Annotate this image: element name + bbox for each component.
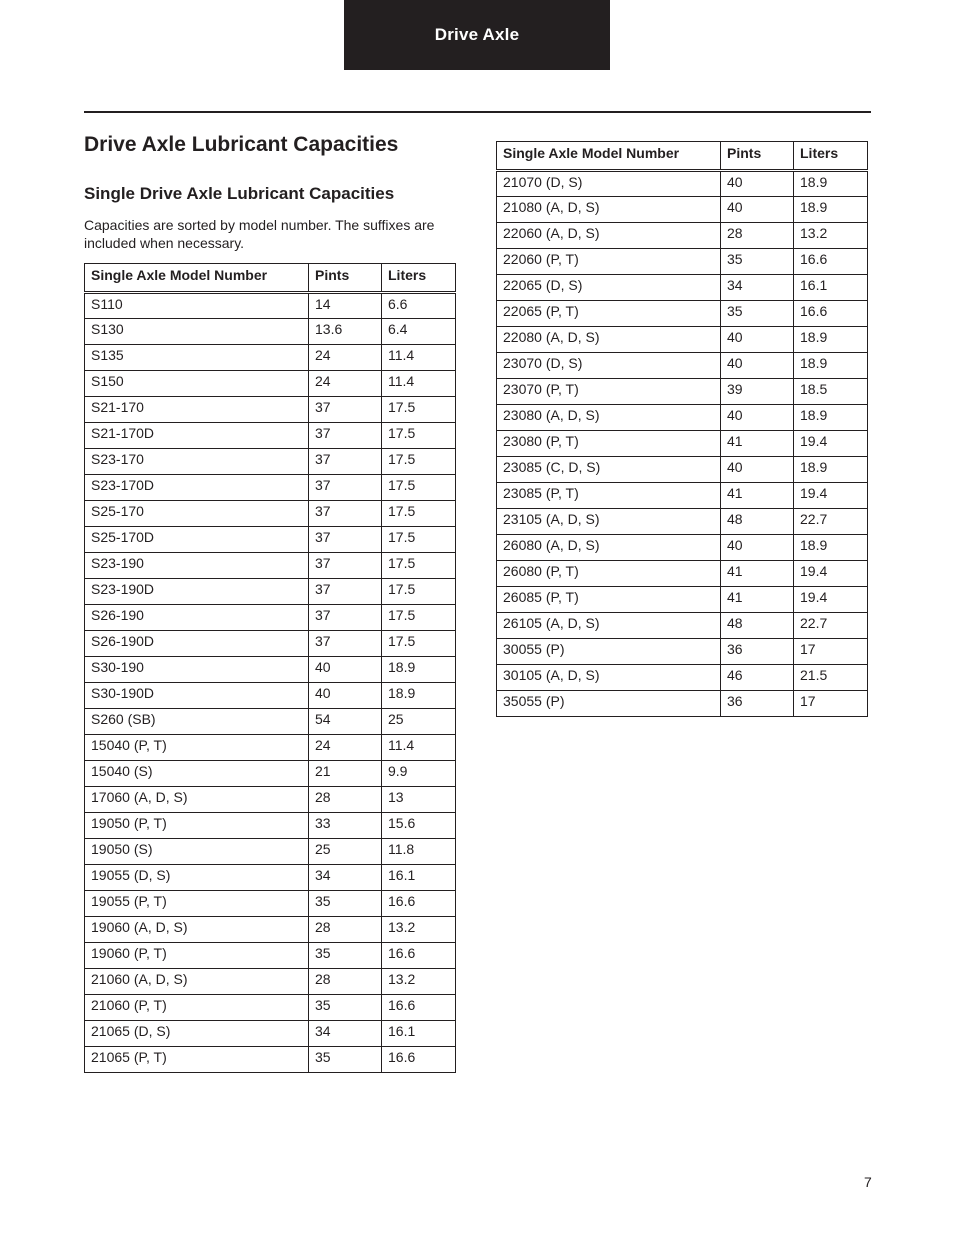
cell-liters: 25 [382,709,456,735]
cell-pints: 41 [721,561,794,587]
table-row [85,475,456,501]
table-row [85,423,456,449]
cell-pints: 48 [721,613,794,639]
cell-pints: 46 [721,665,794,691]
cell-liters: 18.9 [794,171,868,197]
cell-liters: 16.6 [382,995,456,1021]
cell-pints: 40 [721,327,794,353]
table-row [85,761,456,787]
table-row [497,483,868,509]
column-header-liters: Liters [382,264,456,293]
table-row [85,839,456,865]
table-row [497,171,868,197]
cell-pints: 40 [721,197,794,223]
cell-model: 19060 (A, D, S) [85,917,309,943]
cell-liters: 17.5 [382,423,456,449]
cell-pints: 36 [721,639,794,665]
cell-model: 23085 (P, T) [497,483,721,509]
table-row [85,527,456,553]
cell-pints: 39 [721,379,794,405]
table-row [497,665,868,691]
cell-liters: 16.1 [382,865,456,891]
table-row [497,509,868,535]
cell-liters: 11.4 [382,345,456,371]
intro-paragraph: Capacities are sorted by model number. The suffixes are included when necessary. [84,217,435,251]
cell-pints: 24 [309,735,382,761]
table-row [497,379,868,405]
cell-pints: 41 [721,483,794,509]
cell-pints: 54 [309,709,382,735]
cell-pints: 40 [721,171,794,197]
table-row [497,353,868,379]
table-row [497,249,868,275]
column-header-pints: Pints [309,264,382,293]
cell-pints: 37 [309,631,382,657]
table-row [497,327,868,353]
table-row [497,431,868,457]
column-header-model: Single Axle Model Number [497,142,721,171]
cell-model: S260 (SB) [85,709,309,735]
table-header-row [497,142,868,171]
cell-model: S25-170D [85,527,309,553]
cell-model: 15040 (P, T) [85,735,309,761]
column-header-model: Single Axle Model Number [85,264,309,293]
cell-model: S21-170D [85,423,309,449]
cell-liters: 17 [794,639,868,665]
cell-pints: 35 [721,249,794,275]
cell-liters: 17.5 [382,579,456,605]
cell-model: 17060 (A, D, S) [85,787,309,813]
cell-liters: 9.9 [382,761,456,787]
cell-pints: 36 [721,691,794,717]
cell-model: S23-190D [85,579,309,605]
cell-model: S23-190 [85,553,309,579]
table-row [497,457,868,483]
table-row [85,605,456,631]
cell-model: S150 [85,371,309,397]
table-row [85,553,456,579]
cell-pints: 37 [309,579,382,605]
cell-liters: 16.6 [794,249,868,275]
cell-pints: 34 [309,1021,382,1047]
cell-pints: 41 [721,431,794,457]
header-rule [84,111,871,113]
section-tab [344,0,610,70]
cell-model: 21080 (A, D, S) [497,197,721,223]
cell-pints: 40 [721,353,794,379]
cell-pints: 48 [721,509,794,535]
table-row [85,501,456,527]
cell-liters: 18.9 [794,353,868,379]
cell-model: S26-190D [85,631,309,657]
table-row [85,891,456,917]
table-row [85,787,456,813]
table-row [85,1047,456,1073]
table-row [85,865,456,891]
cell-pints: 37 [309,423,382,449]
table-row [497,613,868,639]
cell-liters: 18.9 [382,657,456,683]
cell-liters: 16.1 [382,1021,456,1047]
cell-liters: 11.4 [382,371,456,397]
cell-model: 22065 (D, S) [497,275,721,301]
cell-liters: 13.2 [794,223,868,249]
cell-model: 30105 (A, D, S) [497,665,721,691]
cell-liters: 19.4 [794,431,868,457]
cell-model: S21-170 [85,397,309,423]
cell-model: 35055 (P) [497,691,721,717]
cell-pints: 41 [721,587,794,613]
cell-liters: 13.2 [382,917,456,943]
cell-pints: 40 [309,657,382,683]
cell-model: 23080 (A, D, S) [497,405,721,431]
cell-model: S110 [85,293,309,319]
cell-liters: 16.6 [382,891,456,917]
cell-liters: 18.5 [794,379,868,405]
cell-pints: 28 [309,917,382,943]
column-header-liters: Liters [794,142,868,171]
cell-pints: 35 [309,943,382,969]
cell-liters: 11.8 [382,839,456,865]
cell-model: 23070 (P, T) [497,379,721,405]
cell-model: 19060 (P, T) [85,943,309,969]
cell-pints: 40 [721,405,794,431]
cell-model: S23-170 [85,449,309,475]
cell-model: S135 [85,345,309,371]
cell-model: 23070 (D, S) [497,353,721,379]
cell-pints: 35 [309,995,382,1021]
page-title: Drive Axle Lubricant Capacities [84,133,399,156]
table-row [85,397,456,423]
table-row [497,197,868,223]
table-row [85,1021,456,1047]
cell-liters: 15.6 [382,813,456,839]
cell-model: 22065 (P, T) [497,301,721,327]
table-row [497,561,868,587]
section-subtitle: Single Drive Axle Lubricant Capacities [84,184,395,203]
cell-model: 26080 (A, D, S) [497,535,721,561]
table-row [85,969,456,995]
cell-liters: 17.5 [382,553,456,579]
cell-liters: 16.1 [794,275,868,301]
cell-liters: 13.2 [382,969,456,995]
capacity-table-right [496,141,868,717]
cell-liters: 19.4 [794,483,868,509]
cell-pints: 34 [721,275,794,301]
table-row [85,631,456,657]
cell-liters: 16.6 [794,301,868,327]
cell-model: 26105 (A, D, S) [497,613,721,639]
cell-model: 22060 (A, D, S) [497,223,721,249]
cell-pints: 37 [309,605,382,631]
cell-pints: 40 [309,683,382,709]
table-row [85,319,456,345]
cell-liters: 6.4 [382,319,456,345]
cell-liters: 18.9 [794,535,868,561]
column-header-pints: Pints [721,142,794,171]
cell-model: 23085 (C, D, S) [497,457,721,483]
section-tab-label: Drive Axle [434,25,520,44]
cell-pints: 14 [309,293,382,319]
cell-pints: 35 [309,1047,382,1073]
cell-pints: 37 [309,527,382,553]
cell-pints: 25 [309,839,382,865]
cell-liters: 22.7 [794,613,868,639]
cell-pints: 35 [309,891,382,917]
cell-liters: 21.5 [794,665,868,691]
cell-liters: 13 [382,787,456,813]
table-row [497,275,868,301]
cell-liters: 17 [794,691,868,717]
cell-liters: 17.5 [382,631,456,657]
cell-pints: 37 [309,449,382,475]
table-row [85,735,456,761]
cell-liters: 19.4 [794,561,868,587]
table-row [497,587,868,613]
cell-model: S30-190D [85,683,309,709]
cell-pints: 37 [309,553,382,579]
table-row [85,683,456,709]
cell-liters: 17.5 [382,605,456,631]
cell-model: 19050 (P, T) [85,813,309,839]
cell-pints: 40 [721,535,794,561]
cell-model: S23-170D [85,475,309,501]
cell-model: 26085 (P, T) [497,587,721,613]
cell-model: 21065 (P, T) [85,1047,309,1073]
table-row [497,535,868,561]
table-row [85,657,456,683]
table-row [85,709,456,735]
cell-model: S25-170 [85,501,309,527]
table-row [497,639,868,665]
table-row [497,301,868,327]
cell-pints: 24 [309,371,382,397]
cell-model: 21060 (P, T) [85,995,309,1021]
cell-model: S30-190 [85,657,309,683]
cell-pints: 33 [309,813,382,839]
cell-model: 21070 (D, S) [497,171,721,197]
cell-liters: 18.9 [382,683,456,709]
cell-pints: 28 [721,223,794,249]
table-row [85,293,456,319]
cell-pints: 28 [309,969,382,995]
cell-liters: 17.5 [382,501,456,527]
table-row [85,579,456,605]
table-row [85,345,456,371]
cell-liters: 18.9 [794,327,868,353]
cell-liters: 11.4 [382,735,456,761]
cell-liters: 18.9 [794,197,868,223]
cell-liters: 6.6 [382,293,456,319]
cell-liters: 17.5 [382,475,456,501]
cell-pints: 28 [309,787,382,813]
cell-pints: 21 [309,761,382,787]
cell-model: 15040 (S) [85,761,309,787]
cell-liters: 17.5 [382,397,456,423]
table-row [85,813,456,839]
cell-pints: 13.6 [309,319,382,345]
cell-model: 22060 (P, T) [497,249,721,275]
table-row [497,223,868,249]
cell-model: S26-190 [85,605,309,631]
cell-model: 19050 (S) [85,839,309,865]
cell-liters: 16.6 [382,1047,456,1073]
cell-model: 23080 (P, T) [497,431,721,457]
cell-model: 23105 (A, D, S) [497,509,721,535]
table-row [497,691,868,717]
cell-model: 26080 (P, T) [497,561,721,587]
cell-pints: 35 [721,301,794,327]
cell-pints: 37 [309,475,382,501]
table-row [497,405,868,431]
table-row [85,917,456,943]
capacity-table-left [84,263,456,1073]
cell-pints: 34 [309,865,382,891]
table-row [85,995,456,1021]
cell-liters: 17.5 [382,449,456,475]
page-number: 7 [864,1174,872,1190]
cell-pints: 37 [309,501,382,527]
cell-pints: 40 [721,457,794,483]
cell-model: 22080 (A, D, S) [497,327,721,353]
cell-pints: 24 [309,345,382,371]
cell-model: 21060 (A, D, S) [85,969,309,995]
cell-model: 30055 (P) [497,639,721,665]
cell-liters: 22.7 [794,509,868,535]
cell-liters: 18.9 [794,457,868,483]
cell-model: 21065 (D, S) [85,1021,309,1047]
table-row [85,371,456,397]
table-header-row [85,264,456,293]
table-row [85,449,456,475]
cell-liters: 17.5 [382,527,456,553]
cell-model: 19055 (D, S) [85,865,309,891]
cell-liters: 18.9 [794,405,868,431]
cell-liters: 16.6 [382,943,456,969]
cell-model: 19055 (P, T) [85,891,309,917]
cell-model: S130 [85,319,309,345]
table-row [85,943,456,969]
cell-pints: 37 [309,397,382,423]
cell-liters: 19.4 [794,587,868,613]
